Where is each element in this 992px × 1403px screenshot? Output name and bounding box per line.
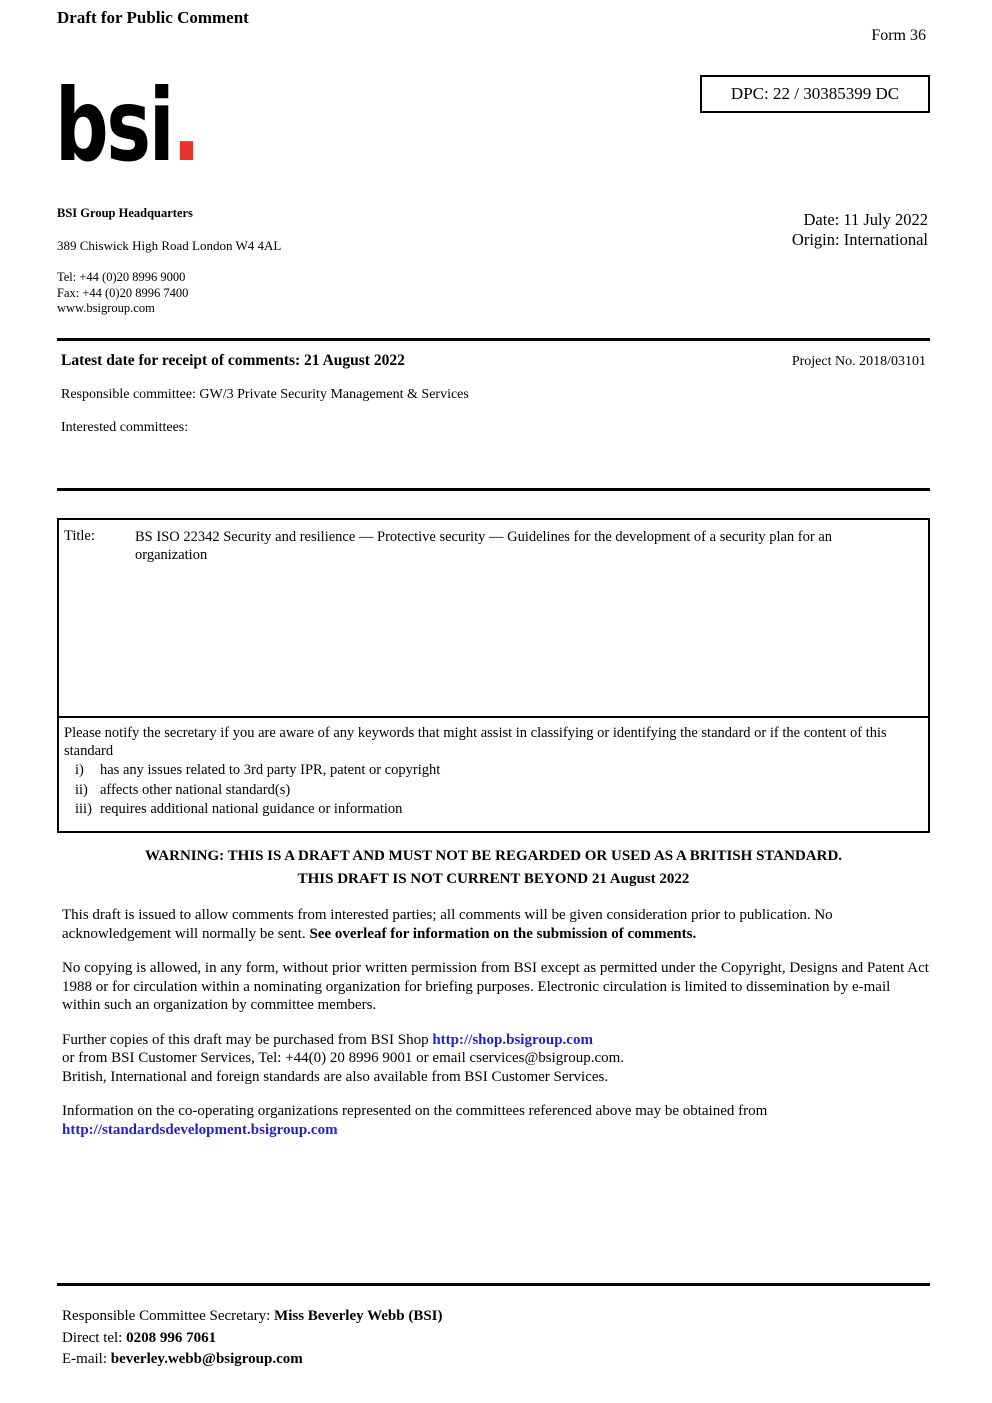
email-label: E-mail:	[62, 1351, 111, 1367]
list-item-number: ii)	[75, 781, 88, 798]
dpc-reference: DPC: 22 / 30385399 DC	[730, 84, 900, 103]
secretary-name: Miss Beverley Webb (BSI)	[274, 1308, 443, 1324]
paragraph-text: Further copies of this draft may be purchased from BSI Shop	[62, 1031, 433, 1048]
email-value: beverley.webb@bsigroup.com	[110, 1351, 303, 1367]
project-number: Project No. 2018/03101	[791, 354, 926, 369]
bsi-logo-text: bsi	[55, 67, 173, 184]
responsible-committee: Responsible committee: GW/3 Private Security Management & Services	[61, 387, 469, 402]
paragraph-draft-issued	[62, 906, 930, 943]
horizontal-divider	[57, 1283, 930, 1286]
title-box	[57, 518, 930, 833]
latest-date-for-comments: Latest date for receipt of comments: 21 August 2022	[61, 352, 405, 369]
warning-line-2: THIS DRAFT IS NOT CURRENT BEYOND 21 August 2022	[297, 871, 690, 887]
hq-name: BSI Group Headquarters	[57, 206, 193, 220]
further-copies-line	[62, 1031, 930, 1050]
interested-committees-label: Interested committees:	[61, 420, 189, 435]
paragraph-no-copying: No copying is allowed, in any form, without prior written permission from BSI except as permitted under the Copyright, Designs and Patent Act 1988 or for circulation within a nominating organization for briefing purposes. Electronic circulation is limited to dissemination by e-mail within such an organization by committee members.	[62, 960, 929, 1013]
list-item	[64, 762, 920, 780]
list-item-number: iii)	[75, 801, 92, 817]
footer-contact-block	[62, 1306, 443, 1371]
tel-label: Direct tel:	[62, 1329, 127, 1346]
list-item-text: has any issues related to 3rd party IPR, patent or copyright	[100, 762, 441, 778]
hq-street: 389 Chiswick High Road London W4 4AL	[57, 238, 282, 253]
notify-intro: Please notify the secretary if you are aware of any keywords that might assist in classifying or identifying the standard or if the content of this standard	[64, 725, 887, 759]
form-number: Form 36	[871, 27, 926, 44]
comments-header-row	[61, 352, 926, 370]
list-item-number: i)	[75, 762, 84, 778]
comments-section	[57, 338, 930, 491]
paragraph-text: This draft is issued to allow comments from interested parties; all comments will be given consideration prior to publication. No acknowledgement will normally be sent.	[62, 907, 833, 942]
list-item-text: affects other national standard(s)	[100, 781, 291, 798]
standards-availability-line: British, International and foreign standards are also available from BSI Customer Services.	[62, 1068, 609, 1085]
warning-notice	[57, 845, 930, 891]
hq-fax: Fax: +44 (0)20 8996 7400	[57, 285, 189, 300]
dpc-reference-box	[700, 75, 930, 113]
standard-title: BS ISO 22342 Security and resilience — Protective security — Guidelines for the development of a security plan for an organization	[135, 529, 833, 563]
list-item-text: requires additional national guidance or information	[100, 801, 403, 817]
hq-tel: Tel: +44 (0)20 8996 9000	[57, 270, 186, 284]
title-label: Title:	[64, 528, 95, 544]
bsi-logo	[55, 67, 199, 184]
notify-cell	[59, 716, 928, 831]
standards-development-link[interactable]: http://standardsdevelopment.bsigroup.com	[62, 1121, 338, 1138]
cooperating-organizations-line: Information on the co-operating organizations represented on the committees referenced above may be obtained from	[62, 1103, 768, 1119]
overleaf-note: See overleaf for information on the submission of comments.	[309, 925, 697, 942]
paragraph-cooperating-organizations	[62, 1102, 930, 1139]
page-title: Draft for Public Comment	[57, 8, 249, 27]
date-line: Date: 11 July 2022	[803, 210, 928, 229]
bsi-shop-link[interactable]: http://shop.bsigroup.com	[432, 1031, 593, 1048]
list-item	[64, 782, 920, 800]
secretary-label: Responsible Committee Secretary:	[62, 1308, 275, 1324]
bsi-logo-dot: .	[172, 67, 199, 184]
body-text	[62, 906, 930, 1139]
title-cell	[59, 520, 928, 716]
list-item	[64, 801, 920, 819]
date-origin-block	[792, 210, 928, 250]
warning-line-1: WARNING: THIS IS A DRAFT AND MUST NOT BE REGARDED OR USED AS A BRITISH STANDARD.	[144, 848, 843, 864]
paragraph-further-copies	[62, 1031, 930, 1087]
hq-website: www.bsigroup.com	[57, 301, 155, 315]
letterhead-address	[57, 206, 281, 317]
secretary-line	[62, 1306, 443, 1328]
email-line	[62, 1349, 443, 1371]
hq-contact	[57, 270, 281, 317]
tel-value: 0208 996 7061	[126, 1329, 217, 1346]
origin-line: Origin: International	[791, 230, 928, 249]
customer-services-line: or from BSI Customer Services, Tel: +44(0) 20 8996 9001 or email cservices@bsigroup.com.	[62, 1050, 625, 1066]
direct-tel-line	[62, 1328, 443, 1350]
